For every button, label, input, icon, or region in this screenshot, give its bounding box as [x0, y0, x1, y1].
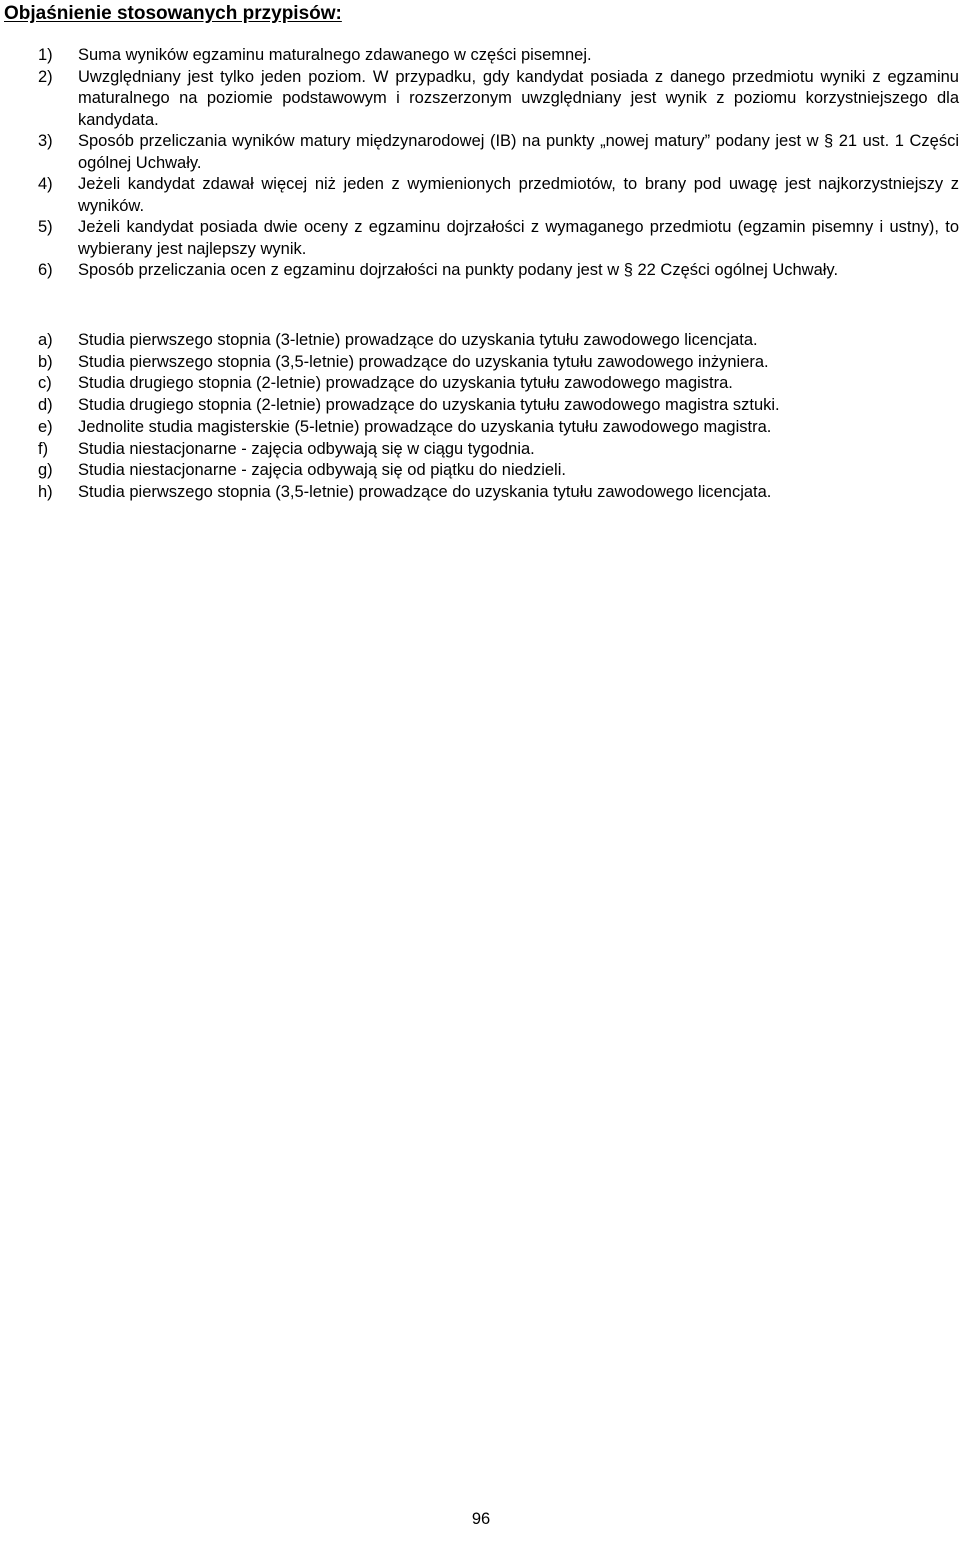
study-type-item	[38, 439, 959, 461]
study-type-marker: b)	[38, 352, 53, 371]
footnote-marker: 4)	[38, 175, 53, 193]
study-type-item	[38, 482, 959, 504]
footnotes-list	[38, 45, 959, 282]
study-type-text: Studia pierwszego stopnia (3,5-letnie) prowadzące do uzyskania tytułu zawodowego licencjata.	[78, 482, 772, 501]
footnote-item	[38, 67, 959, 132]
study-type-marker: g)	[38, 461, 53, 480]
footnote-item	[38, 131, 959, 174]
study-type-text: Studia drugiego stopnia (2-letnie) prowadzące do uzyskania tytułu zawodowego magistra.	[78, 374, 733, 393]
page-title: Objaśnienie stosowanych przypisów:	[4, 3, 342, 24]
footnote-item	[38, 217, 959, 260]
study-type-item	[38, 352, 959, 374]
footnote-text: Jeżeli kandydat posiada dwie oceny z egzaminu dojrzałości z wymaganego przedmiotu (egzamin pisemny i ustny), to wybierany jest najlepszy wynik.	[78, 218, 959, 258]
study-type-marker: a)	[38, 331, 53, 349]
footnote-item	[38, 174, 959, 217]
footnote-marker: 2)	[38, 67, 53, 86]
footnote-text: Sposób przeliczania ocen z egzaminu dojrzałości na punkty podany jest w § 22 Części ogólnej Uchwały.	[78, 261, 839, 279]
footnote-text: Jeżeli kandydat zdawał więcej niż jeden z wymienionych przedmiotów, to brany pod uwagę jest najkorzystniejszy z wyników.	[78, 175, 959, 215]
study-type-item	[38, 417, 959, 439]
footnote-item	[38, 45, 959, 67]
study-type-marker: c)	[38, 374, 52, 393]
study-type-text: Studia drugiego stopnia (2-letnie) prowadzące do uzyskania tytułu zawodowego magistra sztuki.	[78, 396, 780, 415]
study-type-marker: h)	[38, 482, 53, 501]
footnote-marker: 1)	[38, 46, 53, 64]
footnote-text: Sposób przeliczania wyników matury międzynarodowej (IB) na punkty „nowej matury” podany jest w § 21 ust. 1 Części ogólnej Uchwały.	[78, 132, 959, 172]
footnote-marker: 6)	[38, 261, 53, 279]
study-type-marker: f)	[38, 439, 49, 458]
footnote-text: Suma wyników egzaminu maturalnego zdawanego w części pisemnej.	[78, 46, 592, 64]
study-type-marker: d)	[38, 396, 53, 415]
footnote-item	[38, 260, 959, 282]
footnote-marker: 3)	[38, 132, 53, 150]
study-type-item	[38, 330, 959, 352]
study-type-text: Jednolite studia magisterskie (5-letnie) prowadzące do uzyskania tytułu zawodowego magistra.	[78, 417, 772, 436]
study-type-text: Studia niestacjonarne - zajęcia odbywają się w ciągu tygodnia.	[78, 439, 535, 458]
study-type-item	[38, 395, 959, 417]
study-type-marker: e)	[38, 417, 53, 436]
study-type-text: Studia pierwszego stopnia (3,5-letnie) prowadzące do uzyskania tytułu zawodowego inżyniera.	[78, 352, 769, 371]
footnote-text: Uwzględniany jest tylko jeden poziom. W przypadku, gdy kandydat posiada z danego przedmiotu wyniki z egzaminu maturalnego na poziomie podstawowym i rozszerzonym uwzględniany jest wynik z poziomu korzystniejszego dla kandydata.	[78, 67, 959, 129]
footnote-marker: 5)	[38, 218, 53, 236]
study-type-item	[38, 460, 959, 482]
page-number: 96	[471, 1510, 491, 1528]
study-type-item	[38, 373, 959, 395]
study-type-text: Studia niestacjonarne - zajęcia odbywają się od piątku do niedzieli.	[78, 461, 566, 480]
study-types-list	[38, 330, 959, 504]
study-type-text: Studia pierwszego stopnia (3-letnie) prowadzące do uzyskania tytułu zawodowego licencjata.	[78, 331, 758, 349]
